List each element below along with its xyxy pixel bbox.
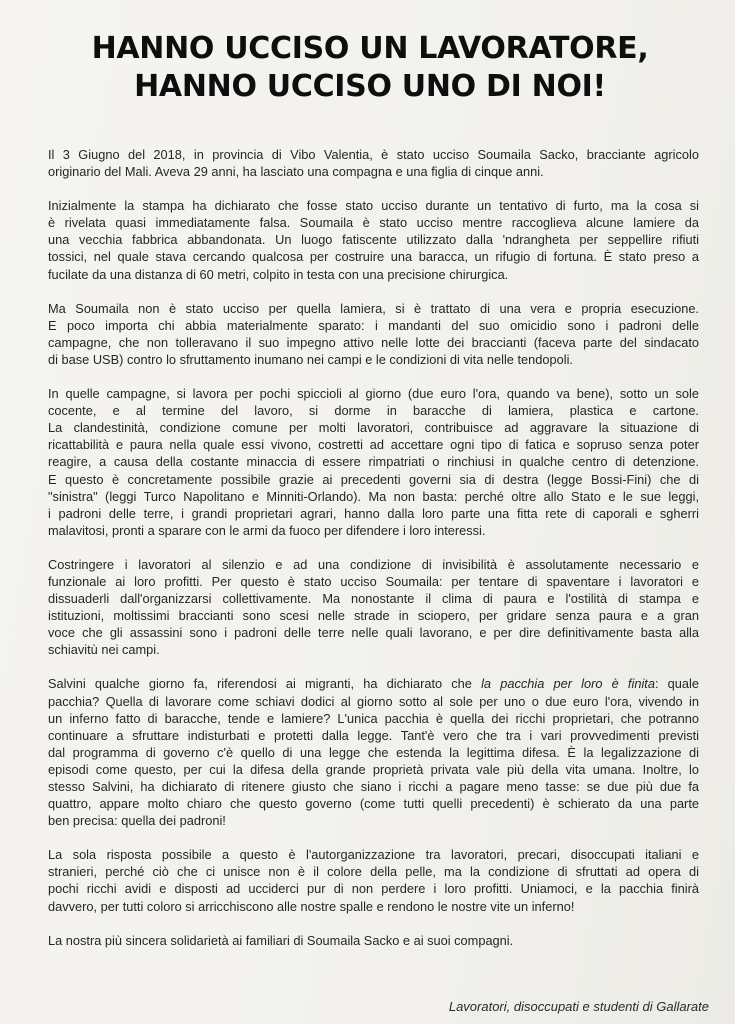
text-line: davvero, per tutti coloro si arricchiscono alle nostre spalle e rendono le nostre vite un inferno! <box>48 898 575 914</box>
text-line: La nostra più sincera solidarietà ai familiari di Soumaila Sacko e ai suoi compagni. <box>48 932 514 948</box>
text-line: pochi ricchi avidi e disposti ad ucciderci pur di non perdere i loro profitti. Uniamoci, e la pacchia finirà <box>48 881 699 897</box>
text-line: episodi come questo, per cui la difesa della grande proprietà privata vale più della vita umana. Inoltre, lo <box>48 761 699 777</box>
text-line: voce che gli assassini sono i padroni delle terre nelle quali lavorano, e per dire definitivamente basta alla <box>48 625 699 641</box>
title-line-2: HANNO UCCISO UNO DI NOI! <box>134 69 606 104</box>
text-line: Il 3 Giugno del 2018, in provincia di Vibo Valentia, è stato ucciso Soumaila Sacko, bracciante agricolo <box>48 147 699 162</box>
text-line: La sola risposta possibile a questo è l'autorganizzazione tra lavoratori, precari, disoccupati italiani e <box>48 847 699 863</box>
text-line: quattro, appare molto chiaro che questo governo (come tutti quelli precedenti) è schierato da una parte <box>48 796 699 812</box>
paragraph <box>48 932 699 949</box>
text-line: Salvini qualche giorno fa, riferendosi ai migranti, ha dichiarato che la pacchia per loro è finita: quale <box>48 676 699 692</box>
text-line: di base USB) contro lo sfruttamento inumano nei campi e le condizioni di vita nelle tendopoli. <box>48 351 573 367</box>
text-line: pacchia? Quella di lavorare come schiavi dodici al giorno sotto al sole per uno o due euro l'ora, vivendo in <box>48 693 699 709</box>
text-line: reagire, a causa della costante minaccia di essere rimpatriati o rinchiusi in qualche centro di detenzione. <box>48 454 699 470</box>
text-line: E questo è concretamente possibile grazie ai precedenti governi sia di destra (legge Bossi-Fini) che di <box>48 471 699 487</box>
flyer-signature: Lavoratori, disoccupati e studenti di Gallarate <box>448 999 709 1014</box>
text-line: Costringere i lavoratori al silenzio e ad una condizione di invisibilità è assolutamente necessario e <box>48 556 699 572</box>
text-line: dissuaderli dall'organizzarsi collettivamente. Ma nonostante il clima di paura e l'ostilità di stampa e <box>48 591 699 607</box>
paragraph <box>48 300 699 368</box>
text-line: cocente, e al termine del lavoro, si dorme in baracche di lamiera, plastica e cartone. <box>48 403 699 419</box>
text-line: E poco importa chi abbia materialmente sparato: i mandanti del suo omicidio sono i padroni delle <box>48 317 699 333</box>
text-line: una vecchia fabbrica abbandonata. Un luogo fatiscente utilizzato dalla 'ndrangheta per seppellire rifiuti <box>48 232 699 248</box>
text-line: i padroni delle terre, i grandi proprietari agrari, hanno dalla loro parte una fitta rete di caporali e sgherri <box>48 505 699 521</box>
title-line-1: HANNO UCCISO UN LAVORATORE, <box>91 31 649 66</box>
text-line: è rivelata quasi immediatamente falsa. Soumaila è stato ucciso mentre raccoglieva alcune lamiere da <box>48 215 699 231</box>
text-line: originario del Mali. Aveva 29 anni, ha lasciato una compagna e una figlia di cinque anni. <box>48 164 544 180</box>
paragraph <box>48 385 699 539</box>
quoted-phrase: la pacchia per loro è finita <box>481 676 655 692</box>
flyer-body <box>48 146 699 966</box>
paragraph <box>48 846 699 914</box>
text-line: ricattabilità e paura nella quale essi vivono, costretti ad accettare ogni tipo di fatica e sopruso senza poter <box>48 437 699 453</box>
flyer-title <box>40 30 700 106</box>
text-line: stranieri, perché ciò che ci unisce non è il colore della pelle, ma la condizione di sfruttati ad opera di <box>48 864 699 880</box>
text-line: ben precisa: quella dei padroni! <box>48 813 226 829</box>
text-line: continuare a sfruttare indisturbati e protetti dalla legge. Tant'è vero che tra i vari provvedimenti previsti <box>48 727 699 743</box>
text-line: campagne, che non tolleravano il suo impegno attivo nelle lotte dei braccianti (faceva parte del sindacato <box>48 334 699 350</box>
text-line: funzionale ai loro profitti. Per questo è stato ucciso Soumaila: per tentare di spaventare i lavoratori e <box>48 573 699 589</box>
text-line: un inferno fatto di baracche, tende e lamiere? L'unica pacchia è quella dei ricchi proprietari, che potranno <box>48 710 699 726</box>
text-line: schiavitù nei campi. <box>48 642 160 658</box>
text-line: Ma Soumaila non è stato ucciso per quella lamiera, si è trattato di una vera e propria esecuzione. <box>48 300 699 316</box>
paragraph <box>48 675 699 829</box>
text-line: dal programma di governo c'è quello di una legge che estenda la legittima difesa. È la legalizzazione di <box>48 744 699 760</box>
paragraph <box>48 146 699 180</box>
text-line: stesso Salvini, ha dichiarato di ritenere giusto che siano i ricchi a pagare meno tasse: se due più due fa <box>48 779 699 794</box>
text-line: tossici, nel quale stava cercando qualcosa per costruire una baracca, un rifugio di fortuna. È stato preso a <box>48 249 699 265</box>
paragraph <box>48 556 699 659</box>
text-line: Inizialmente la stampa ha dichiarato che fosse stato ucciso durante un tentativo di furto, ma la cosa si <box>48 198 699 214</box>
paragraph <box>48 197 699 282</box>
text-line: In quelle campagne, si lavora per pochi spiccioli al giorno (due euro l'ora, quando va bene), sotto un sole <box>48 386 699 402</box>
text-line: "sinistra" (leggi Turco Napolitano e Minniti-Orlando). Ma non basta: perché oltre allo Stato e le sue leggi, <box>48 488 699 504</box>
text-line: istituzioni, moltissimi braccianti sono scesi nelle strade in sciopero, per gridare senza paura e a gran <box>48 608 699 624</box>
text-line: La clandestinità, condizione comune per molti lavoratori, contribuisce ad aggravare la situazione di <box>48 420 699 436</box>
text-line: fucilate da una distanza di 60 metri, colpito in testa con una precisione chirurgica. <box>48 266 509 282</box>
text-line: malavitosi, pronti a sparare con le armi da fuoco per difendere i loro interessi. <box>48 522 486 538</box>
